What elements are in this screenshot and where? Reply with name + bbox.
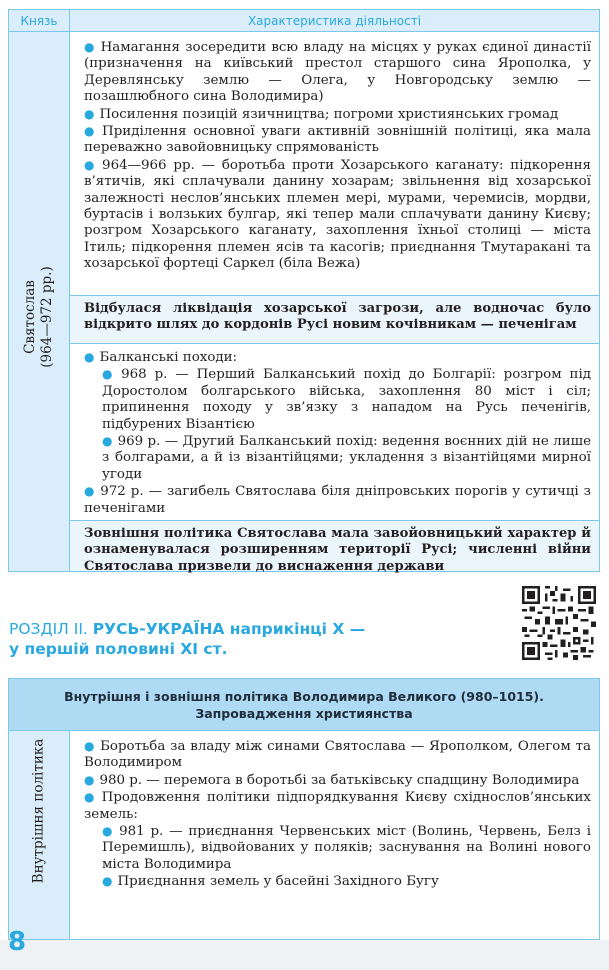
- domestic-policy-label: Внутрішня політика: [30, 738, 47, 884]
- section-title-line1: РУСЬ-УКРАЇНА наприкінці Х —: [92, 620, 366, 638]
- list-item: ● Намагання зосередити всю владу на місцях у руках єдиної династії (призначення на київський престол старшого сина Ярополка, у Деревлянську землю — Олега, у Новгородську землю — позашлюбного сина Володимира): [84, 40, 591, 105]
- bullet-icon: ●: [102, 367, 117, 382]
- list-item: ● 980 р. — перемога в боротьбі за батьківську спадщину Володимира: [84, 772, 580, 788]
- footer: [0, 940, 609, 970]
- prince-name: Святослав (964—972 рр.): [22, 266, 55, 368]
- bullet-icon: ●: [84, 350, 95, 364]
- header-characteristics: Характеристика діяльності: [247, 13, 422, 28]
- list-item: ● Балканські походи:: [84, 350, 238, 365]
- bullet-icon: ●: [84, 790, 97, 805]
- conclusion-row: Зовнішня політика Святослава мала завойовницький характер й ознаменувалася розширенням території Русі; численні війни Святослава призвели до виснаження держави: [70, 520, 599, 571]
- balkan-campaigns-row: [70, 343, 599, 520]
- page-number: 8: [8, 927, 27, 957]
- qr-code-icon[interactable]: [522, 586, 596, 660]
- vladimir-policy-table: [8, 678, 600, 940]
- bullet-icon: ●: [84, 106, 95, 121]
- list-item: ● 964—966 рр. — боротьба проти Хозарського каганату: підкорення в’ятичів, які сплачували данину хозарам; звільнення від хозарської залежності неслов’янських племен мері, мурами, черемисів, мордви, буртасів і волзьких булгар, які тепер мали сплачувати данину Києву; розгром Хозарського каганату, захоплення їхньої столиці — міста Ітиль; підкорення племен ясів та касогів; приєднання Тмутаракані та хозарської фортеці Саркел (біла Вежа): [84, 157, 591, 272]
- list-item: ● 981 р. — приєднання Червенських міст (Волинь, Червень, Белз і Перемишль), відвойованих у поляків; заснування на Волині нового міста Володимира: [102, 824, 591, 872]
- section-heading: [9, 619, 479, 659]
- bullet-icon: ●: [84, 484, 96, 499]
- table-title-line2: Запровадження християнства: [195, 705, 413, 721]
- table-title-line1: Внутрішня і зовнішня політика Володимира Великого (980–1015).: [64, 688, 544, 704]
- list-item: ● Продовження політики підпорядкування Києву східнослов’янських земель:: [84, 790, 591, 822]
- domestic-policy-row: [70, 39, 599, 273]
- list-item: ● Посилення позицій язичництва; погроми християнських громад: [84, 106, 559, 122]
- header-prince: Князь: [9, 10, 70, 31]
- bullet-icon: ●: [84, 124, 98, 139]
- policy-type-cell: [9, 731, 70, 939]
- table-header: [9, 10, 599, 32]
- section-title-line2: у першій половині ХІ ст.: [9, 640, 228, 658]
- activity-table: [8, 9, 600, 572]
- prince-cell: [9, 32, 70, 571]
- bullet-icon: ●: [84, 40, 96, 54]
- bullet-icon: ●: [84, 772, 95, 787]
- list-item: ● Боротьба за владу між синами Святослава — Ярополком, Олегом та Володимиром: [84, 739, 591, 771]
- table-header: [9, 679, 599, 731]
- conclusion-row: Відбулася ліквідація хозарської загрози, але водночас було відкрито шлях до кордонів Русі новим кочівникам — печенігам: [70, 295, 599, 343]
- list-item: ● 968 р. — Перший Балканський похід до Болгарії: розгром під Доростолом болгарського війська, захоплення 80 міст і сіл; припинення походу у зв’язку з нападом на Русь печенігів, підбурених Візантією: [102, 367, 591, 432]
- bullet-icon: ●: [102, 434, 113, 449]
- bullet-icon: ●: [84, 739, 96, 753]
- bullet-icon: ●: [84, 157, 98, 172]
- list-item: ● 969 р. — Другий Балканський похід: ведення воєнних дій не лише з болгарами, а й із візантійцями; укладення з візантійцями мирної угоди: [102, 434, 591, 482]
- list-item: ● Приєднання земель у басейні Західного Бугу: [102, 874, 439, 890]
- list-item: ● 972 р. — загибель Святослава біля дніпровських порогів у сутичці з печенігами: [84, 484, 591, 516]
- list-item: ● Приділення основної уваги активній зовнішній політиці, яка мала переважно завойовницьку спрямованість: [84, 124, 591, 156]
- section-label: РОЗДІЛ ІІ.: [9, 620, 88, 638]
- domestic-policy-list: [70, 731, 599, 939]
- bullet-icon: ●: [102, 874, 113, 889]
- bullet-icon: ●: [102, 824, 115, 839]
